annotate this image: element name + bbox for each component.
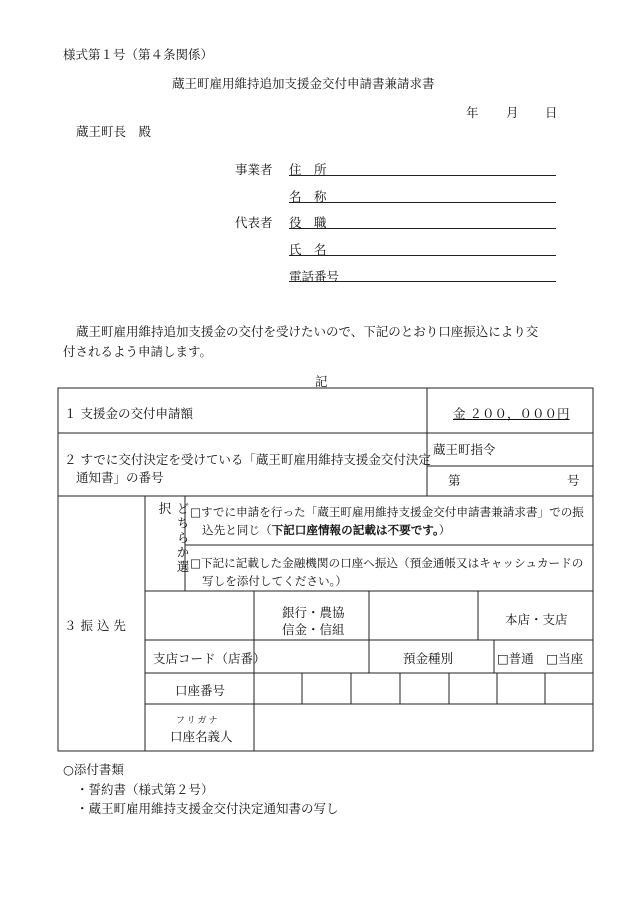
date-day: 日 bbox=[545, 105, 558, 120]
document-title: 蔵王町雇用維持追加支援金交付申請書兼請求書 bbox=[172, 76, 435, 91]
option-new-account-line2: 写しを添付してください。） bbox=[202, 574, 347, 588]
company-name-label: 名 称 bbox=[289, 189, 327, 204]
branch-type: 本店・支店 bbox=[505, 612, 568, 627]
attachment-item: ・蔵王町雇用維持支援金交付決定通知書の写し bbox=[76, 801, 339, 816]
furigana-label: フリガナ bbox=[176, 716, 220, 726]
row1-label: １ 支援金の交付申請額 bbox=[64, 406, 193, 421]
attachment-item: ・誓約書（様式第２号） bbox=[76, 782, 214, 797]
option-new-account-line1[interactable]: □下記に記載した金融機関の口座へ振込（預金通帳又はキャッシュカードの bbox=[190, 556, 584, 570]
representative-label: 代表者 bbox=[235, 215, 273, 230]
row2-label-line2: 通知書」の番号 bbox=[76, 470, 164, 485]
account-type-options[interactable]: □普通 □当座 bbox=[497, 651, 584, 666]
bank-type-1: 銀行・農協 bbox=[282, 605, 345, 620]
row2-label-line1: ２ すでに交付決定を受けている「蔵王町雇用維持支援金交付決定 bbox=[64, 452, 431, 467]
bank-type-2: 信金・信組 bbox=[282, 622, 345, 637]
phone-label: 電話番号 bbox=[289, 269, 340, 284]
address-label: 住 所 bbox=[289, 162, 327, 177]
order-reference: 蔵王町指令 bbox=[433, 442, 496, 457]
date-year: 年 bbox=[466, 105, 479, 120]
ki-heading: 記 bbox=[315, 374, 328, 389]
branch-code-label: 支店コード（店番） bbox=[153, 651, 266, 666]
account-type-label: 預金種別 bbox=[403, 651, 454, 666]
business-label: 事業者 bbox=[235, 162, 273, 177]
choose-label: どちらか選択 bbox=[157, 502, 190, 575]
form-number: 様式第１号（第４条関係） bbox=[63, 47, 214, 62]
position-label: 役 職 bbox=[289, 215, 327, 230]
body-text-line2: 付されるよう申請します。 bbox=[63, 344, 213, 359]
option-same-account-line2 bbox=[202, 522, 450, 538]
attachments-title: ○添付書類 bbox=[63, 762, 124, 777]
number-dai: 第 bbox=[448, 473, 461, 488]
body-text-line1: 蔵王町雇用維持追加支援金の交付を受けたいので、下記のとおり口座振込により交 bbox=[76, 324, 539, 339]
application-amount: 金 ２００，０００円 bbox=[453, 406, 570, 421]
option1-text-c: ） bbox=[438, 523, 451, 537]
date-month: 月 bbox=[506, 105, 519, 120]
addressee: 蔵王町長 殿 bbox=[76, 124, 152, 139]
option1-text-a: 込先と同じ（ bbox=[202, 523, 272, 537]
account-number-label: 口座番号 bbox=[175, 683, 226, 698]
number-go: 号 bbox=[567, 473, 580, 488]
row3-label: ３ 振 込 先 bbox=[64, 618, 126, 633]
option-same-account-line1[interactable]: □すでに申請を行った「蔵王町雇用維持支援金交付申請書兼請求書」での振 bbox=[190, 505, 584, 519]
person-name-label: 氏 名 bbox=[289, 242, 327, 257]
option1-note-bold: 下記口座情報の記載は不要です。 bbox=[271, 523, 439, 537]
account-holder-label: 口座名義人 bbox=[170, 729, 233, 744]
